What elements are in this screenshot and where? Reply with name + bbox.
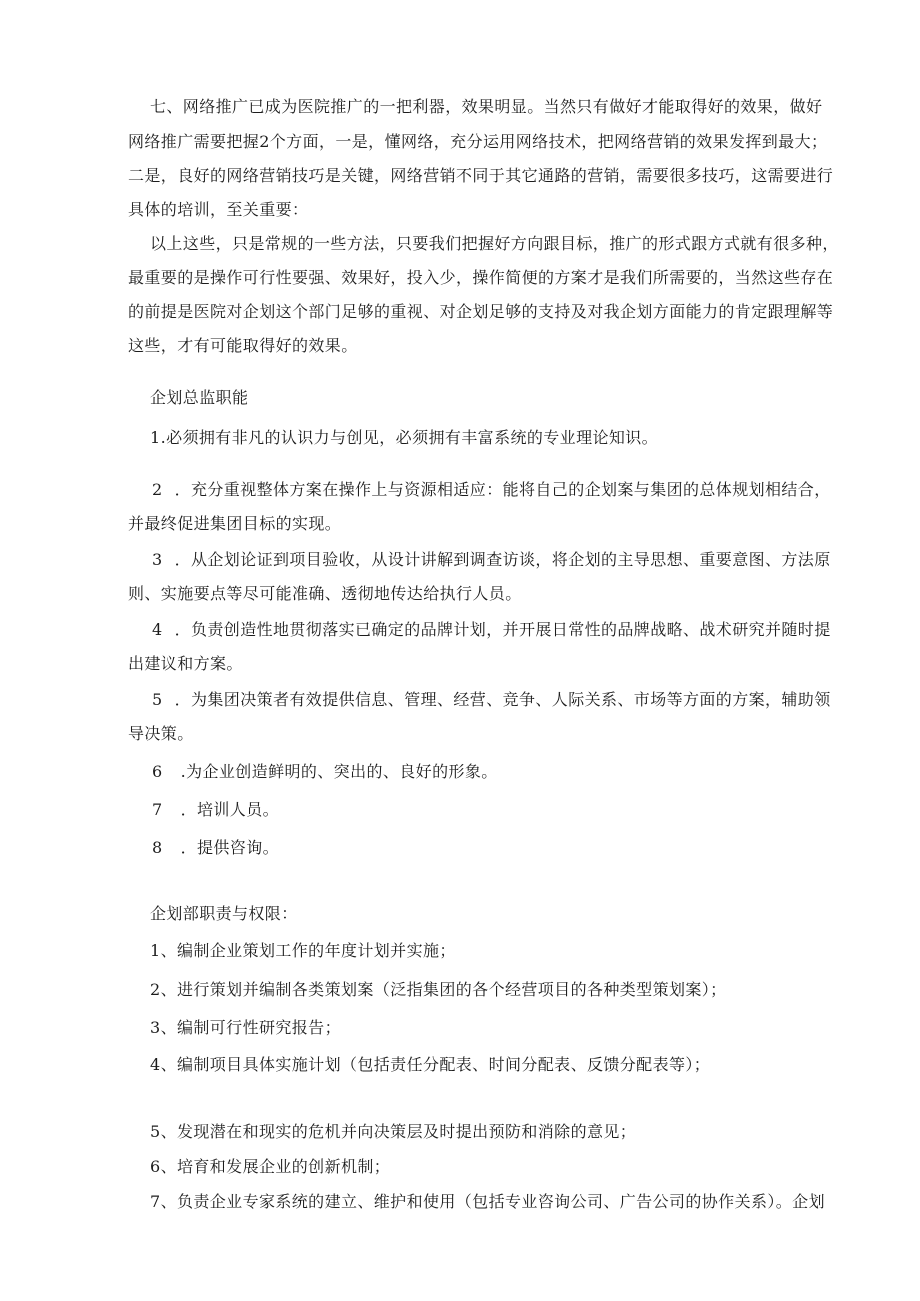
item-text: ．培训人员。 — [180, 800, 279, 819]
item-text: ．负责创造性地贯彻落实已确定的品牌计划，并开展日常性的品牌战略、战术研究并随时提 — [174, 620, 831, 639]
item-text: .为企业创造鲜明的、突出的、良好的形象。 — [180, 762, 498, 781]
department-item-4: 4、编制项目具体实施计划（包括责任分配表、时间分配表、反馈分配表等）； — [150, 1055, 711, 1074]
item-text: 则、实施要点等尽可能准确、透彻地传达给执行人员。 — [128, 584, 522, 603]
item-number: 8 — [152, 838, 163, 857]
item-number: 6 — [152, 762, 163, 781]
item-text: 出建议和方案。 — [128, 654, 243, 673]
item-text: ．充分重视整体方案在操作上与资源相适应：能将自己的企划案与集团的总体规划相结合， — [174, 480, 831, 499]
director-item-7 — [152, 800, 279, 820]
paragraph-line: 二是，良好的网络营销技巧是关键，网络营销不同于其它通路的营销，需要很多技巧，这需要进行 — [128, 166, 834, 185]
item-number: 7 — [152, 800, 163, 819]
item-text: 并最终促进集团目标的实现。 — [128, 514, 342, 533]
department-item-7: 7、负责企业专家系统的建立、维护和使用（包括专业咨询公司、广告公司的协作关系）。企划 — [150, 1192, 825, 1211]
department-item-2: 2、进行策划并编制各类策划案（泛指集团的各个经营项目的各种类型策划案）； — [150, 980, 727, 999]
director-item-6 — [152, 762, 498, 782]
department-item-6: 6、培育和发展企业的创新机制； — [150, 1157, 391, 1176]
item-number: 3 — [152, 550, 163, 569]
paragraph-line: 网络推广需要把握2个方面，一是，懂网络，充分运用网络技术，把网络营销的效果发挥到最大； — [128, 132, 828, 151]
director-item-8 — [152, 838, 279, 858]
paragraph-line: 这些，才有可能取得好的效果。 — [128, 336, 358, 355]
department-item-3: 3、编制可行性研究报告； — [150, 1018, 341, 1037]
item-text: 导决策。 — [128, 724, 194, 743]
paragraph-line: 最重要的是操作可行性要强、效果好，投入少，操作简便的方案才是我们所需要的，当然这些存在 — [128, 268, 834, 287]
paragraph-line: 以上这些，只是常规的一些方法，只要我们把握好方向跟目标，推广的形式跟方式就有很多种， — [150, 234, 839, 253]
paragraph-line: 具体的培训，至关重要： — [128, 200, 309, 219]
department-item-5: 5、发现潜在和现实的危机并向决策层及时提出预防和消除的意见； — [150, 1122, 637, 1141]
director-heading: 企划总监职能 — [150, 388, 249, 407]
department-item-1: 1、编制企业策划工作的年度计划并实施； — [150, 941, 456, 960]
director-item-1: 1.必须拥有非凡的认识力与创见，必须拥有丰富系统的专业理论知识。 — [150, 428, 659, 447]
item-text: ．提供咨询。 — [180, 838, 279, 857]
department-heading: 企划部职责与权限： — [150, 904, 298, 923]
item-number: 2 — [152, 480, 163, 499]
paragraph-line: 的前提是医院对企划这个部门足够的重视、对企划足够的支持及对我企划方面能力的肯定跟理解等 — [128, 302, 834, 321]
item-text: ．为集团决策者有效提供信息、管理、经营、竞争、人际关系、市场等方面的方案，辅助领 — [174, 690, 831, 709]
item-number: 5 — [152, 690, 163, 709]
paragraph-line: 七、网络推广已成为医院推广的一把利器，效果明显。当然只有做好才能取得好的效果，做好 — [150, 97, 823, 116]
item-number: 4 — [152, 620, 163, 639]
item-text: ．从企划论证到项目验收，从设计讲解到调查访谈，将企划的主导思想、重要意图、方法原 — [174, 550, 831, 569]
